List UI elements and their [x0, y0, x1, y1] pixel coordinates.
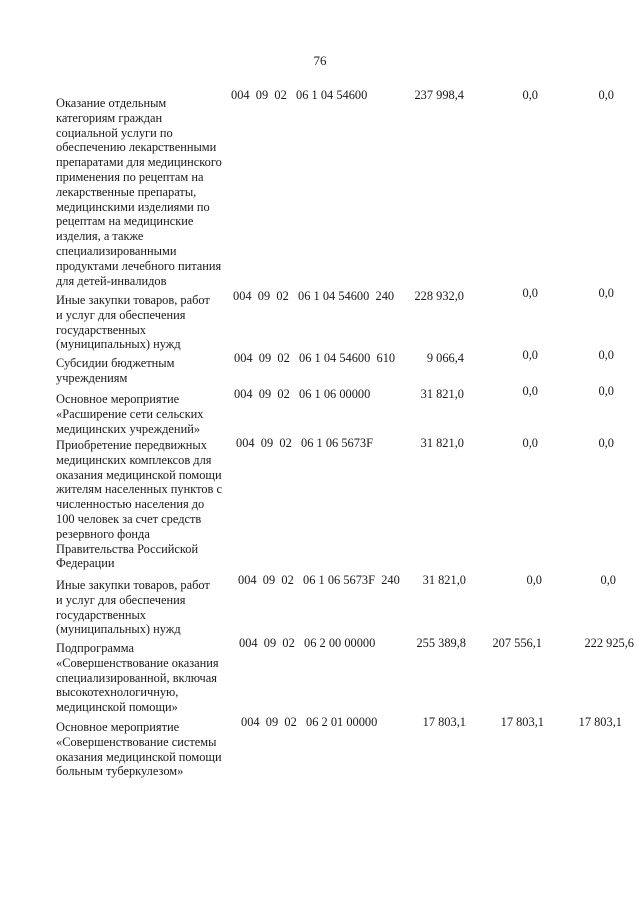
page-number: 76	[313, 53, 327, 68]
row-name: Оказание отдельным категориям граждан социальной услуги по обеспечению лекарственными препаратами для медицинского применения по рецептам на лекарственные препараты, медицинскими изделиями по рецептам на медицинские изделия, а также специализированными продуктами лечебного питания для детей-инвалидов	[56, 96, 222, 288]
row-code: 004 09 02 06 1 06 5673F	[236, 436, 373, 450]
row-name: Иные закупки товаров, работ и услуг для обеспечения государственных (муниципальных) нужд	[56, 578, 210, 637]
row-value-2: 0,0	[522, 384, 538, 398]
row-value-3: 0,0	[598, 384, 614, 398]
row-value-1: 237 998,4	[414, 88, 464, 102]
row-value-1: 31 821,0	[422, 573, 466, 587]
row-value-3: 222 925,6	[584, 636, 634, 650]
row-value-1: 228 932,0	[414, 289, 464, 303]
row-code: 004 09 02 06 2 00 00000	[239, 636, 376, 650]
row-value-2: 0,0	[522, 348, 538, 362]
row-name: Основное мероприятие «Расширение сети сельских медицинских учреждений»	[56, 392, 204, 436]
row-name: Приобретение передвижных медицинских комплексов для оказания медицинской помощи жителям населенных пунктов с численностью населения до 100 человек за счет средств резервного фонда Правительства Российской Федерации	[56, 438, 222, 571]
row-value-3: 0,0	[598, 88, 614, 102]
row-code: 004 09 02 06 1 04 54600 610	[234, 351, 396, 365]
row-name: Субсидии бюджетным учреждениям	[56, 356, 175, 385]
row-name: Иные закупки товаров, работ и услуг для обеспечения государственных (муниципальных) нужд	[56, 293, 210, 352]
row-value-2: 0,0	[522, 88, 538, 102]
row-value-2: 0,0	[526, 573, 542, 587]
row-value-3: 17 803,1	[578, 715, 622, 729]
row-value-1: 255 389,8	[416, 636, 466, 650]
row-code: 004 09 02 06 1 04 54600	[231, 88, 368, 102]
row-value-1: 31 821,0	[420, 436, 464, 450]
row-code: 004 09 02 06 2 01 00000	[241, 715, 378, 729]
row-value-1: 17 803,1	[422, 715, 466, 729]
row-name: Подпрограмма «Совершенствование оказания специализированной, включая высокотехнологичную, медицинской помощи»	[56, 641, 219, 715]
row-value-2: 207 556,1	[492, 636, 542, 650]
row-code: 004 09 02 06 1 06 5673F 240	[238, 573, 400, 587]
row-value-3: 0,0	[598, 348, 614, 362]
row-value-3: 0,0	[598, 286, 614, 300]
row-value-1: 31 821,0	[420, 387, 464, 401]
row-value-2: 0,0	[522, 436, 538, 450]
row-value-2: 0,0	[522, 286, 538, 300]
row-code: 004 09 02 06 1 04 54600 240	[233, 289, 395, 303]
row-value-3: 0,0	[600, 573, 616, 587]
row-code: 004 09 02 06 1 06 00000	[234, 387, 371, 401]
row-value-3: 0,0	[598, 436, 614, 450]
row-value-2: 17 803,1	[500, 715, 544, 729]
row-value-1: 9 066,4	[426, 351, 464, 365]
row-name: Основное мероприятие «Совершенствование системы оказания медицинской помощи больным туберкулезом»	[56, 720, 222, 779]
